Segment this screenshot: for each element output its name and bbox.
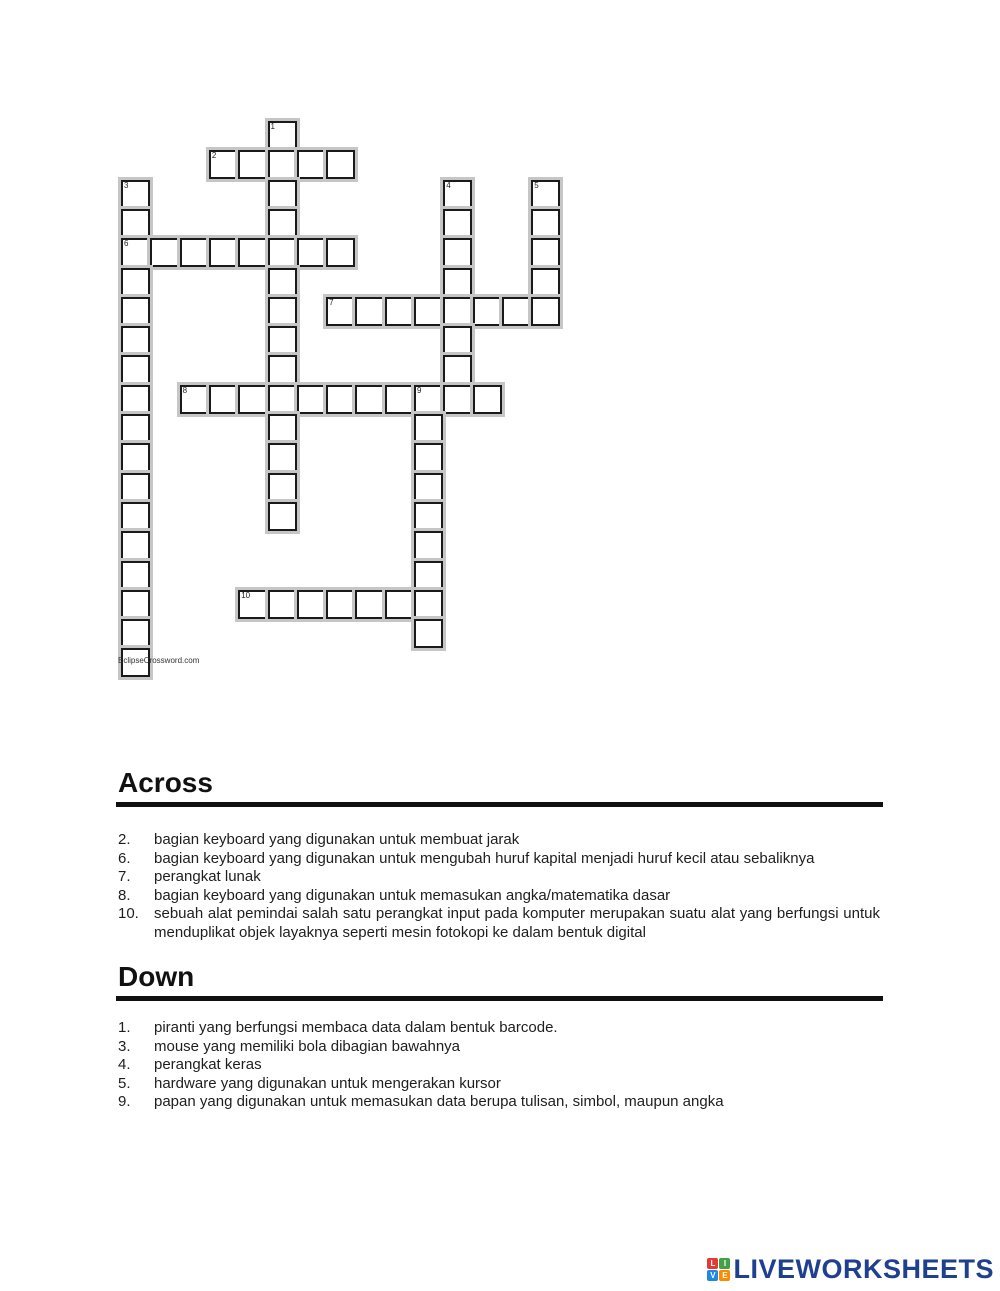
crossword-cell[interactable] xyxy=(268,209,297,238)
clue-item-text: perangkat lunak xyxy=(154,868,261,885)
crossword-cell[interactable] xyxy=(355,297,384,326)
clue-item-text: papan yang digunakan untuk memasukan data berupa tulisan, simbol, maupun angka xyxy=(154,1093,724,1110)
crossword-cell[interactable] xyxy=(150,238,179,267)
crossword-cell[interactable] xyxy=(238,150,267,179)
crossword-cell[interactable] xyxy=(297,590,326,619)
crossword-cell[interactable] xyxy=(326,238,355,267)
down-clue-list xyxy=(118,1019,880,1112)
crossword-cell[interactable] xyxy=(531,180,560,209)
crossword-cell[interactable] xyxy=(268,414,297,443)
crossword-cell[interactable] xyxy=(473,297,502,326)
clue-item xyxy=(118,831,880,850)
crossword-cell[interactable] xyxy=(385,385,414,414)
crossword-cell[interactable] xyxy=(297,238,326,267)
crossword-cell[interactable] xyxy=(180,385,209,414)
crossword-cell[interactable] xyxy=(326,385,355,414)
clue-item-number: 5. xyxy=(118,1074,131,1092)
crossword-cell[interactable] xyxy=(121,238,150,267)
crossword-cell[interactable] xyxy=(121,268,150,297)
clue-item-text: mouse yang memiliki bola dibagian bawahnya xyxy=(154,1037,461,1055)
crossword-cell[interactable] xyxy=(268,473,297,502)
crossword-cell[interactable] xyxy=(121,355,150,384)
crossword-cell[interactable] xyxy=(268,443,297,472)
crossword-cell[interactable] xyxy=(121,414,150,443)
down-heading: Down xyxy=(118,961,195,992)
clue-item xyxy=(118,850,880,869)
crossword-cell[interactable] xyxy=(121,590,150,619)
clue-item xyxy=(118,1056,880,1075)
crossword-cell[interactable] xyxy=(268,150,297,179)
crossword-cell[interactable] xyxy=(121,385,150,414)
clue-item xyxy=(118,1019,880,1038)
logo-letter-tile: V xyxy=(707,1270,718,1281)
crossword-cell[interactable] xyxy=(121,619,150,648)
crossword-cell[interactable] xyxy=(531,297,560,326)
crossword-cell[interactable] xyxy=(385,297,414,326)
clue-item xyxy=(118,1038,880,1057)
clue-item xyxy=(118,887,880,906)
crossword-cell[interactable] xyxy=(355,385,384,414)
crossword-cell[interactable] xyxy=(268,121,297,150)
crossword-cell[interactable] xyxy=(385,590,414,619)
crossword-cell[interactable] xyxy=(238,385,267,414)
liveworksheets-logo-icon xyxy=(707,1258,730,1281)
clue-number: 10 xyxy=(241,590,251,600)
crossword-cell[interactable] xyxy=(121,443,150,472)
crossword-cell[interactable] xyxy=(443,209,472,238)
crossword-cell[interactable] xyxy=(121,502,150,531)
clue-item-text: bagian keyboard yang digunakan untuk memasukan angka/matematika dasar xyxy=(154,886,671,904)
crossword-cell[interactable] xyxy=(443,238,472,267)
crossword-cell[interactable] xyxy=(268,297,297,326)
crossword-credit: EclipseCrossword.com xyxy=(118,656,200,665)
clue-item xyxy=(118,905,880,942)
clue-item xyxy=(118,1093,880,1112)
crossword-cell[interactable] xyxy=(443,180,472,209)
crossword-cell[interactable] xyxy=(326,150,355,179)
crossword-cell[interactable] xyxy=(297,385,326,414)
crossword-cell[interactable] xyxy=(414,414,443,443)
crossword-cell[interactable] xyxy=(502,297,531,326)
clue-item-number: 4. xyxy=(118,1056,131,1073)
logo-letter-tile: E xyxy=(719,1270,730,1281)
crossword-cell[interactable] xyxy=(268,385,297,414)
crossword-cell[interactable] xyxy=(121,473,150,502)
crossword-cell[interactable] xyxy=(443,297,472,326)
crossword-cell[interactable] xyxy=(443,385,472,414)
crossword-cell[interactable] xyxy=(473,385,502,414)
clue-item-text: hardware yang digunakan untuk mengerakan kursor xyxy=(154,1074,501,1092)
crossword-cell[interactable] xyxy=(414,531,443,560)
clue-item-number: 8. xyxy=(118,886,131,904)
crossword-cell[interactable] xyxy=(268,268,297,297)
crossword-cell[interactable] xyxy=(209,150,238,179)
crossword-cell[interactable] xyxy=(238,238,267,267)
crossword-cell[interactable] xyxy=(531,268,560,297)
crossword-cell[interactable] xyxy=(443,355,472,384)
clue-item-text: bagian keyboard yang digunakan untuk mengubah huruf kapital menjadi huruf kecil atau sebaliknya xyxy=(154,849,815,867)
crossword-cell[interactable] xyxy=(121,297,150,326)
clue-number: 4 xyxy=(446,180,451,190)
clue-item xyxy=(118,1075,880,1094)
clue-item-number: 2. xyxy=(118,831,131,848)
clue-item-text: sebuah alat pemindai salah satu perangkat input pada komputer merupakan suatu alat yang berfungsi untuk menduplikat objek layaknya seperti mesin fotokopi ke dalam bentuk digital xyxy=(154,905,880,941)
clue-item-number: 1. xyxy=(118,1019,131,1036)
crossword-cell[interactable] xyxy=(121,531,150,560)
crossword-cell[interactable] xyxy=(268,238,297,267)
crossword-cell[interactable] xyxy=(209,385,238,414)
clue-number: 1 xyxy=(270,122,275,131)
crossword-cell[interactable] xyxy=(414,619,443,648)
crossword-cell[interactable] xyxy=(121,561,150,590)
across-divider xyxy=(116,802,883,807)
crossword-cell[interactable] xyxy=(268,326,297,355)
crossword-cell[interactable] xyxy=(414,502,443,531)
crossword-cell[interactable] xyxy=(355,590,384,619)
crossword-cell[interactable] xyxy=(531,209,560,238)
logo-letter-tile: L xyxy=(707,1258,718,1269)
crossword-cell[interactable] xyxy=(268,180,297,209)
crossword-cell[interactable] xyxy=(443,268,472,297)
clue-number: 3 xyxy=(124,180,129,190)
clue-number: 5 xyxy=(534,180,539,190)
crossword-cell[interactable] xyxy=(326,590,355,619)
liveworksheets-logo xyxy=(707,1254,994,1285)
crossword-cell[interactable] xyxy=(209,238,238,267)
crossword-cell[interactable] xyxy=(121,326,150,355)
crossword-cell[interactable] xyxy=(297,150,326,179)
across-clue-list xyxy=(118,831,880,942)
across-heading: Across xyxy=(118,767,213,798)
crossword-cell[interactable] xyxy=(121,180,150,209)
down-divider xyxy=(116,996,883,1001)
clue-number: 7 xyxy=(329,297,334,307)
crossword-cell[interactable] xyxy=(414,443,443,472)
crossword-cell[interactable] xyxy=(414,590,443,619)
crossword-cell[interactable] xyxy=(414,385,443,414)
clue-item-text: bagian keyboard yang digunakan untuk membuat jarak xyxy=(154,831,520,848)
crossword-cell[interactable] xyxy=(180,238,209,267)
clue-item-number: 9. xyxy=(118,1093,131,1110)
clue-item xyxy=(118,868,880,887)
crossword-cell[interactable] xyxy=(268,355,297,384)
crossword-cell[interactable] xyxy=(414,561,443,590)
logo-letter-tile: I xyxy=(719,1258,730,1269)
clue-item-number: 3. xyxy=(118,1037,131,1055)
clue-item-text: perangkat keras xyxy=(154,1056,262,1073)
crossword-cell[interactable] xyxy=(414,297,443,326)
crossword-cell[interactable] xyxy=(268,502,297,531)
clue-number: 2 xyxy=(211,151,217,161)
liveworksheets-logo-text: LIVEWORKSHEETS xyxy=(733,1254,994,1284)
clue-number: 8 xyxy=(182,385,188,395)
clue-item-number: 6. xyxy=(118,849,131,867)
crossword-cell[interactable] xyxy=(414,473,443,502)
crossword-cell[interactable] xyxy=(121,209,150,238)
clue-number: 9 xyxy=(417,385,422,395)
clue-number: 6 xyxy=(124,239,129,249)
crossword-cell[interactable] xyxy=(443,326,472,355)
crossword-cell[interactable] xyxy=(268,590,297,619)
crossword-cell[interactable] xyxy=(326,297,355,326)
clue-item-number: 10. xyxy=(118,905,139,922)
clue-item-text: piranti yang berfungsi membaca data dalam bentuk barcode. xyxy=(154,1019,558,1036)
crossword-cell[interactable] xyxy=(238,590,267,619)
crossword-cell[interactable] xyxy=(531,238,560,267)
clue-item-number: 7. xyxy=(118,868,131,885)
